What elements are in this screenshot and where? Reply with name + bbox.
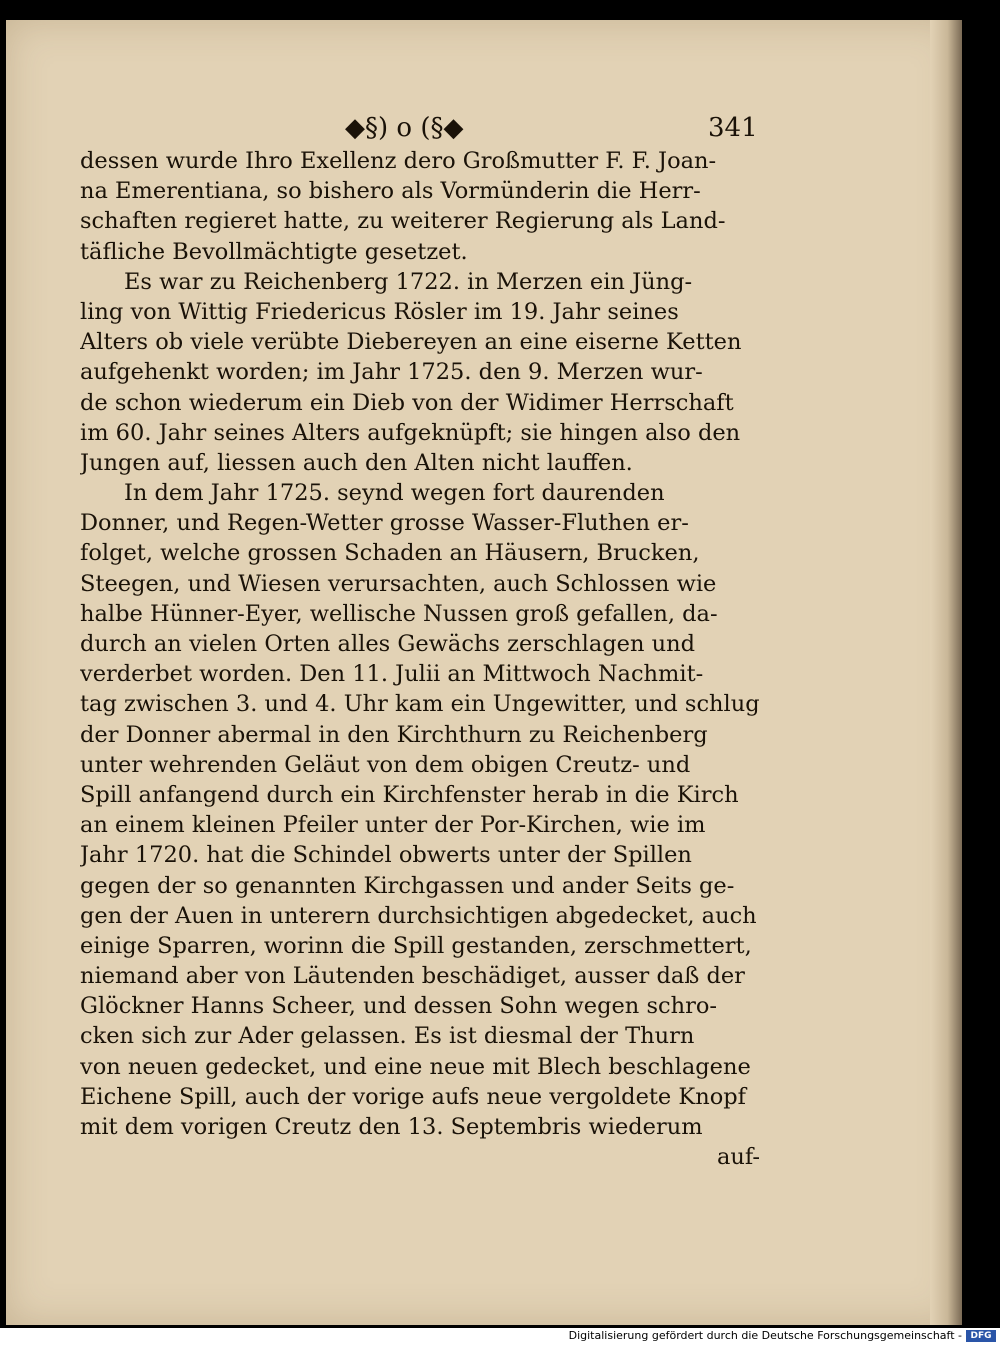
text-line: halbe Hünner-Eyer, wellische Nussen groß gefallen, da- bbox=[80, 600, 718, 627]
text-line: dessen wurde Ihro Exellenz dero Großmutter F. F. Joan- bbox=[80, 148, 717, 174]
text-line: niemand aber von Läutenden beschädiget, ausser daß der bbox=[80, 963, 745, 990]
text-line: an einem kleinen Pfeiler unter der Por-Kirchen, wie im bbox=[80, 812, 706, 839]
text-line: folget, welche grossen Schaden an Häusern, Brucken, bbox=[80, 540, 700, 567]
text-line: cken sich zur Ader gelassen. Es ist diesmal der Thurn bbox=[80, 1023, 695, 1050]
text-line: schaften regieret hatte, zu weiterer Regierung als Land- bbox=[80, 208, 726, 235]
header-ornament: ◆§) o (§◆ bbox=[345, 113, 464, 143]
text-line: Jungen auf, liessen auch den Alten nicht lauffen. bbox=[80, 449, 633, 476]
paragraph-start-line: In dem Jahr 1725. seynd wegen fort daurenden bbox=[124, 480, 665, 507]
digitization-footer bbox=[0, 1328, 1000, 1345]
text-line: gegen der so genannten Kirchgassen und ander Seits ge- bbox=[80, 872, 735, 899]
text-line: der Donner abermal in den Kirchthurn zu Reichenberg bbox=[80, 721, 708, 748]
text-line: Jahr 1720. hat die Schindel obwerts unter der Spillen bbox=[80, 842, 692, 869]
text-line: na Emerentiana, so bishero als Vormünderin die Herr- bbox=[80, 178, 701, 205]
catchword: auf- bbox=[716, 1144, 760, 1171]
text-line: verderbet worden. Den 11. Julii an Mittwoch Nachmit- bbox=[80, 661, 704, 688]
page-header bbox=[0, 113, 1000, 149]
dfg-logo-icon: DFG bbox=[966, 1330, 996, 1342]
paragraph-start-line: Es war zu Reichenberg 1722. in Merzen ein Jüng- bbox=[124, 268, 693, 295]
page-edge-shadow bbox=[930, 20, 962, 1325]
text-line: tag zwischen 3. und 4. Uhr kam ein Ungewitter, und schlug bbox=[80, 691, 760, 718]
text-line: mit dem vorigen Creutz den 13. Septembris wiederum bbox=[80, 1114, 703, 1140]
text-line: Spill anfangend durch ein Kirchfenster herab in die Kirch bbox=[80, 781, 739, 808]
text-line: Alters ob viele verübte Diebereyen an eine eiserne Ketten bbox=[80, 329, 742, 356]
text-line: durch an vielen Orten alles Gewächs zerschlagen und bbox=[80, 631, 696, 657]
text-line: Glöckner Hanns Scheer, und dessen Sohn wegen schro- bbox=[80, 993, 717, 1020]
funding-credit: Digitalisierung gefördert durch die Deutsche Forschungsgemeinschaft - bbox=[568, 1329, 962, 1342]
text-line: Steegen, und Wiesen verursachten, auch Schlossen wie bbox=[80, 570, 717, 597]
text-line: aufgehenkt worden; im Jahr 1725. den 9. Merzen wur- bbox=[80, 359, 703, 386]
text-line: Eichene Spill, auch der vorige aufs neue vergoldete Knopf bbox=[80, 1083, 746, 1110]
text-line: im 60. Jahr seines Alters aufgeknüpft; sie hingen also den bbox=[80, 419, 741, 446]
text-line: ling von Wittig Friedericus Rösler im 19. Jahr seines bbox=[80, 298, 679, 325]
body-text bbox=[80, 146, 760, 1172]
text-line: gen der Auen in unterern durchsichtigen abgedecket, auch bbox=[80, 902, 757, 929]
text-line: Donner, und Regen-Wetter grosse Wasser-Fluthen er- bbox=[80, 510, 689, 537]
text-line: einige Sparren, worinn die Spill gestanden, zerschmettert, bbox=[80, 932, 752, 959]
text-line: von neuen gedecket, und eine neue mit Blech beschlagene bbox=[80, 1053, 751, 1080]
text-line: unter wehrenden Geläut von dem obigen Creutz- und bbox=[80, 751, 691, 778]
text-line: täfliche Bevollmächtigte gesetzet. bbox=[80, 238, 468, 265]
text-line: de schon wiederum ein Dieb von der Widimer Herrschaft bbox=[80, 389, 734, 416]
page-number: 341 bbox=[708, 113, 758, 143]
